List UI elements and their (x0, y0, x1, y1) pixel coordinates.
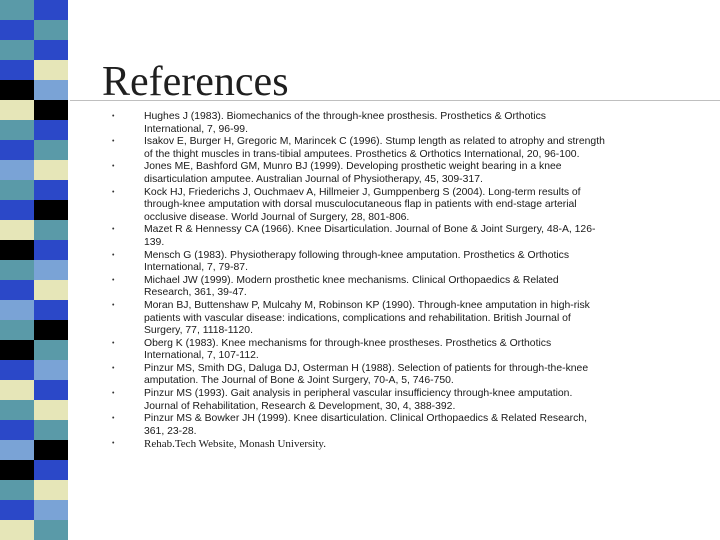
bullet-icon: • (112, 226, 115, 234)
reference-item (108, 300, 668, 338)
reference-text: Isakov E, Burger H, Gregoric M, Marincek C (1996). Stump length as related to atrophy and strength of the thight muscles in trans-tibial amputees. Prosthetics & Orthotics International, 20, 96-100. (144, 136, 605, 160)
bullet-icon: • (112, 138, 115, 146)
reference-text: Pinzur MS, Smith DG, Daluga DJ, Osterman H (1988). Selection of patients for through-the-knee amputation. The Journal of Bone & Joint Surgery, 70-A, 5, 746-750. (144, 362, 589, 387)
bullet-icon: • (112, 301, 115, 309)
reference-item (108, 388, 668, 413)
reference-text: Jones ME, Bashford GM, Munro BJ (1999). Developing prosthetic weight bearing in a knee disarticulation amputee. Australian Journal of Physiotherapy, 45, 309-317. (144, 161, 562, 185)
bullet-icon: • (112, 251, 115, 259)
reference-item (108, 224, 668, 249)
bullet-icon: • (112, 364, 115, 372)
reference-text: Oberg K (1983). Knee mechanisms for through-knee prostheses. Prosthetics & Orthotics International, 7, 107-112. (144, 337, 552, 362)
reference-item (108, 111, 668, 136)
decorative-color-stripe (0, 0, 68, 540)
reference-item (108, 187, 668, 225)
bullet-icon: • (112, 339, 115, 347)
reference-item (108, 136, 668, 161)
reference-text: Rehab.Tech Website, Monash University. (144, 438, 326, 451)
bullet-icon: • (112, 276, 115, 284)
reference-text: Moran BJ, Buttenshaw P, Mulcahy M, Robinson KP (1990). Through-knee amputation in high-risk patients with vascular disease: indications, complications and rehabilitation. British Journal of Surgery, 77, 1118-1120. (144, 299, 590, 337)
reference-text: Mensch G (1983). Physiotherapy following through-knee amputation. Prosthetics & Orthotics International, 7, 79-87. (144, 249, 570, 274)
reference-item (108, 338, 668, 363)
reference-item (108, 275, 668, 300)
reference-item (108, 363, 668, 388)
reference-item (108, 413, 668, 438)
reference-text: Pinzur MS & Bowker JH (1999). Knee disarticulation. Clinical Orthopaedics & Related Research, 361, 23-28. (144, 413, 587, 437)
reference-text: Mazet R & Hennessy CA (1966). Knee Disarticulation. Journal of Bone & Joint Surgery, 48-A, 126- 139. (144, 224, 596, 248)
bullet-icon: • (112, 163, 115, 171)
reference-text: Kock HJ, Friederichs J, Ouchmaev A, Hillmeier J, Gumppenberg S (2004). Long-term results of through-knee amputation with dorsal musculocutaneous flap in patients with end-stage arterial occlusive disease. World Journal of Surgery, 28, 801-806. (144, 186, 581, 223)
reference-text: Hughes J (1983). Biomechanics of the through-knee prosthesis. Prosthetics & Orthotics International, 7, 96-99. (144, 111, 546, 135)
reference-text: Pinzur MS (1993). Gait analysis in peripheral vascular insufficiency through-knee amputation. Journal of Rehabilitation, Research & Development, 30, 4, 388-392. (144, 388, 573, 412)
bullet-icon: • (112, 188, 115, 196)
bullet-icon: • (112, 390, 115, 398)
bullet-icon: • (112, 113, 115, 120)
reference-item (108, 161, 668, 186)
bullet-icon: • (112, 415, 115, 423)
reference-item (108, 438, 668, 451)
reference-text: Michael JW (1999). Modern prosthetic knee mechanisms. Clinical Orthopaedics & Related Research, 361, 39-47. (144, 274, 559, 299)
reference-item (108, 250, 668, 275)
bullet-icon: • (112, 440, 115, 448)
slide-title: References (102, 59, 289, 105)
reference-list (108, 111, 668, 451)
